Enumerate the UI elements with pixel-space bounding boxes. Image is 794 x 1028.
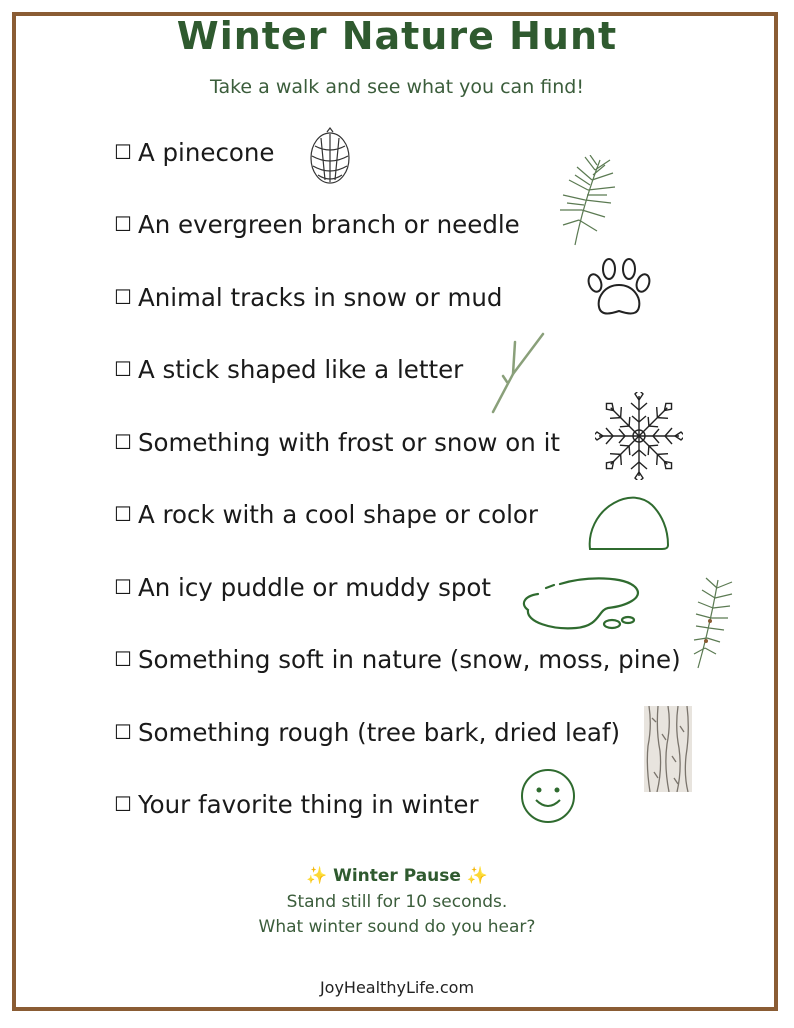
list-item[interactable] (114, 718, 620, 747)
list-item-label: Something with frost or snow on it (137, 428, 560, 457)
checkbox[interactable]: ☐ (114, 285, 132, 309)
footer-website[interactable]: JoyHealthyLife.com (319, 978, 475, 997)
list-item-label: Something rough (tree bark, dried leaf) (137, 718, 621, 747)
checkbox[interactable]: ☐ (114, 502, 132, 526)
list-item[interactable] (114, 210, 520, 239)
page-subtitle: Take a walk and see what you can find! (210, 76, 584, 98)
pause-line-2: What winter sound do you hear? (258, 917, 536, 937)
pause-title-text: Winter Pause (333, 866, 461, 886)
rock-icon (586, 493, 672, 553)
tree-bark-icon (644, 706, 692, 792)
pause-line-1: Stand still for 10 seconds. (286, 892, 508, 912)
list-item-label: An evergreen branch or needle (137, 210, 520, 239)
checkbox[interactable]: ☐ (114, 430, 132, 454)
list-item[interactable] (114, 573, 491, 602)
checkbox[interactable]: ☐ (114, 575, 132, 599)
list-item-label: A stick shaped like a letter (137, 355, 464, 384)
evergreen-branch-icon (555, 155, 620, 247)
checkbox[interactable]: ☐ (114, 720, 132, 744)
list-item[interactable] (114, 790, 479, 819)
list-item-label: An icy puddle or muddy spot (137, 573, 491, 602)
pine-sprig-icon (692, 576, 736, 672)
list-item[interactable] (114, 355, 463, 384)
pause-title (0, 866, 794, 886)
checkbox[interactable]: ☐ (114, 357, 132, 381)
list-item[interactable] (114, 645, 681, 674)
checkbox[interactable]: ☐ (114, 140, 132, 164)
list-item-label: Animal tracks in snow or mud (137, 283, 503, 312)
list-item-label: Something soft in nature (snow, moss, pine) (137, 645, 681, 674)
list-item-label: A pinecone (137, 138, 275, 167)
pinecone-icon (305, 126, 355, 186)
list-item-label: Your favorite thing in winter (137, 790, 479, 819)
smiley-icon (518, 766, 578, 826)
sparkle-icon: ✨ (305, 866, 328, 886)
puddle-icon (516, 574, 644, 636)
snowflake-icon (595, 392, 683, 480)
list-item-label: A rock with a cool shape or color (137, 500, 538, 529)
stick-icon (485, 330, 550, 416)
list-item[interactable] (114, 500, 538, 529)
checkbox[interactable]: ☐ (114, 792, 132, 816)
paw-print-icon (585, 257, 653, 319)
checkbox[interactable]: ☐ (114, 647, 132, 671)
sparkle-icon: ✨ (466, 866, 489, 886)
checkbox[interactable]: ☐ (114, 212, 132, 236)
list-item[interactable] (114, 283, 502, 312)
page-title: Winter Nature Hunt (176, 14, 618, 58)
list-item[interactable] (114, 138, 275, 167)
list-item[interactable] (114, 428, 560, 457)
